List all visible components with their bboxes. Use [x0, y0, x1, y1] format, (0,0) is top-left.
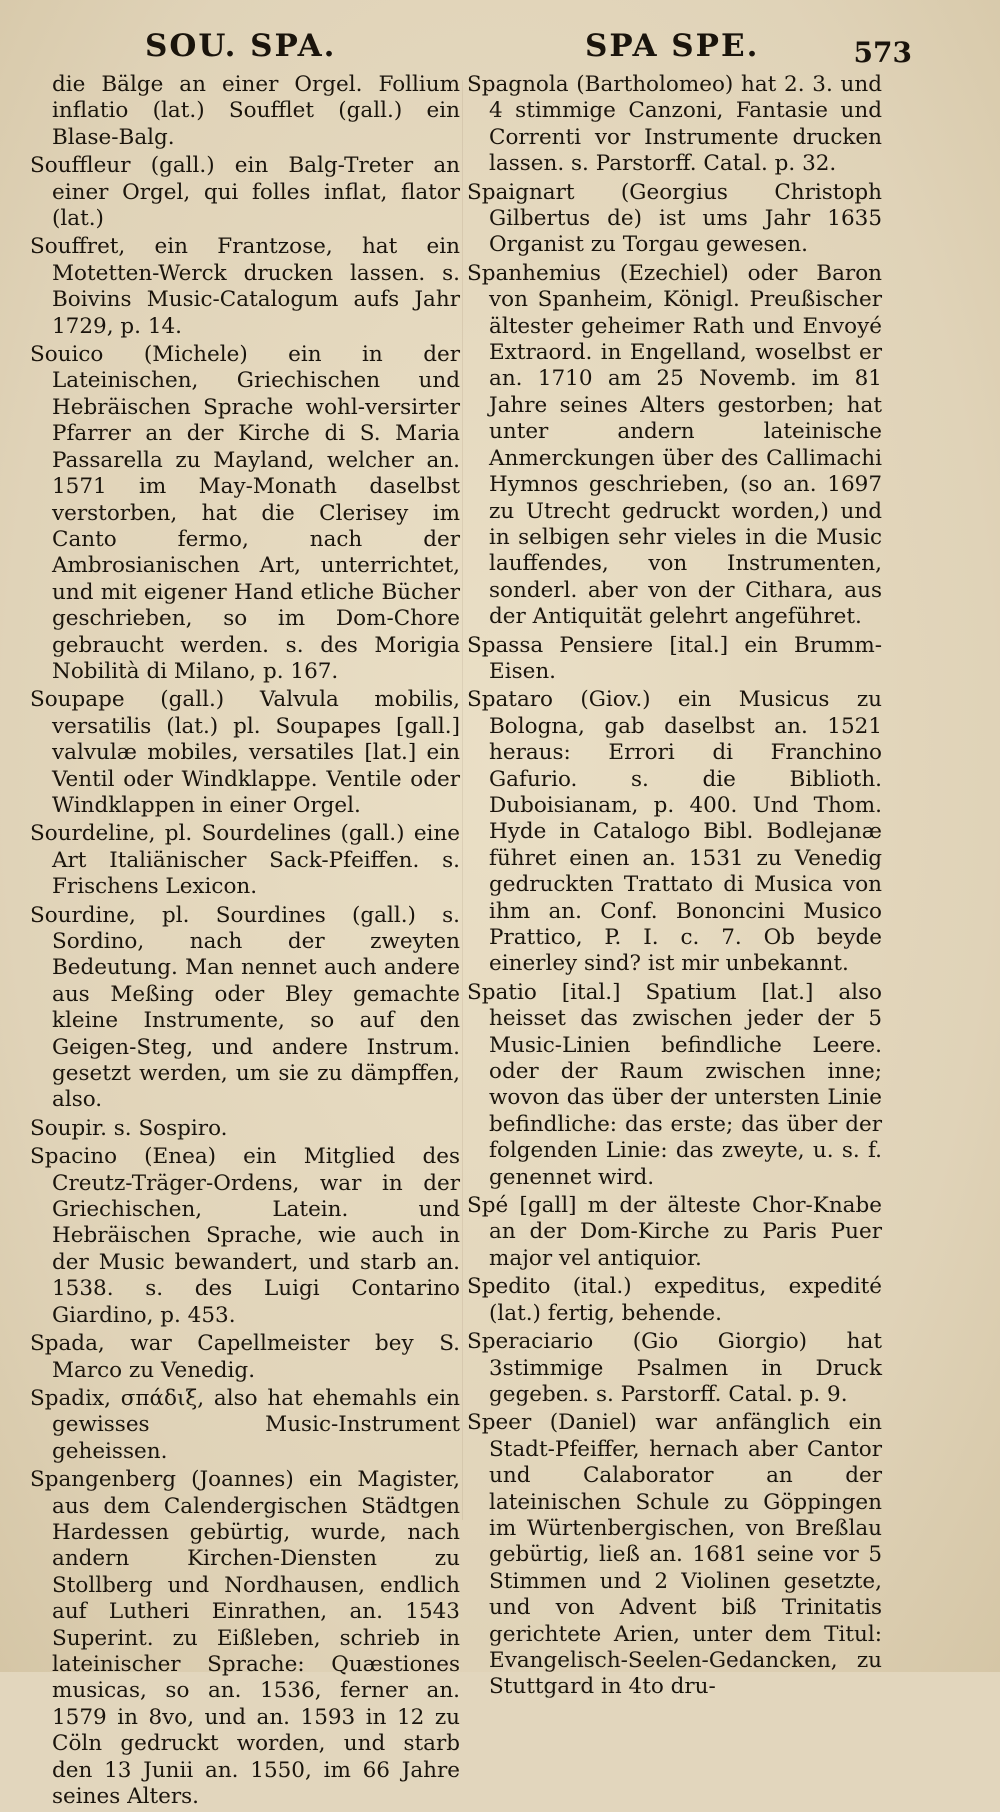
right-column — [467, 72, 882, 1703]
dictionary-entry: Sourdine, pl. Sourdines (gall.) s. Sordino, nach der zweyten Bedeutung. Man nennet auch andere aus Meßing oder Bley gemachte kleine Instrumente, so auf den Geigen-Steg, und andere Instrum. gesetzt werden, um sie zu dämpffen, also. — [30, 902, 460, 1113]
dictionary-entry: Souico (Michele) ein in der Lateinischen, Griechischen und Hebräischen Sprache wohl-versirter Pfarrer an der Kirche di S. Maria Passarella zu Mayland, welcher an. 1571 im May-Monath daselbst verstorben, hat die Clerisey im Canto fermo, nach der Ambrosianischen Art, unterrichtet, und mit eigener Hand etliche Bücher geschrieben, so im Dom-Chore gebraucht werden. s. des Morigia Nobilità di Milano, p. 167. — [30, 342, 460, 684]
dictionary-entry: Spedito (ital.) expeditus, expedité (lat.) fertig, behende. — [467, 1274, 882, 1326]
page-number: 573 — [853, 36, 912, 69]
dictionary-entry: Spacino (Enea) ein Mitglied des Creutz-Träger-Ordens, war in der Griechischen, Latein. und Hebräischen Sprache, wie auch in der Music bewandert, und starb an. 1538. s. des Luigi Contarino Giardino, p. 453. — [30, 1144, 460, 1328]
dictionary-entry: Speer (Daniel) war anfänglich ein Stadt-Pfeiffer, hernach aber Cantor und Calaborator an der lateinischen Schule zu Göppingen im Würtenbergischen, von Breßlau gebürtig, ließ an. 1681 seine vor 5 Stimmen und 2 Violinen gesetzte, und von Advent biß Trinitatis gerichtete Arien, unter dem Titul: Evangelisch-Seelen-Gedancken, zu Stuttgard in 4to dru- — [467, 1410, 882, 1700]
dictionary-entry: Souffret, ein Frantzose, hat ein Motetten-Werck drucken lassen. s. Boivins Music-Catalogum aufs Jahr 1729, p. 14. — [30, 234, 460, 339]
running-header — [0, 18, 1000, 68]
left-column — [30, 72, 460, 1812]
dictionary-entry: Spadix, σπάδιξ, also hat ehemahls ein gewisses Music-Instrument geheissen. — [30, 1385, 460, 1464]
dictionary-entry: die Bälge an einer Orgel. Follium inflatio (lat.) Soufflet (gall.) ein Blase-Balg. — [52, 72, 460, 150]
header-left: SOU. SPA. — [145, 28, 337, 64]
dictionary-entry: Spanhemius (Ezechiel) oder Baron von Spanheim, Königl. Preußischer ältester geheimer Rath und Envoyé Extraord. in Engelland, woselbst er an. 1710 am 25 Novemb. im 81 Jahre seines Alters gestorben; hat unter andern lateinische Anmerckungen über des Callimachi Hymnos geschrieben, (so an. 1697 zu Utrecht gedruckt worden,) und in selbigen sehr vieles in die Music lauffendes, von Instrumenten, sonderl. aber von der Cithara, aus der Antiquität gelehrt angeführet. — [467, 260, 882, 630]
dictionary-entry: Sourdeline, pl. Sourdelines (gall.) eine Art Italiänischer Sack-Pfeiffen. s. Frischens Lexicon. — [30, 821, 460, 900]
dictionary-entry: Spada, war Capellmeister bey S. Marco zu Venedig. — [30, 1331, 460, 1383]
dictionary-entry: Spaignart (Georgius Christoph Gilbertus de) ist ums Jahr 1635 Organist zu Torgau gewesen. — [467, 179, 882, 258]
dictionary-entry: Spé [gall] m der älteste Chor-Knabe an der Dom-Kirche zu Paris Puer major vel antiquior. — [467, 1193, 882, 1271]
dictionary-entry: Spatio [ital.] Spatium [lat.] also heisset das zwischen jeder der 5 Music-Linien befindliche Leere. oder der Raum zwischen inne; wovon das über der untersten Linie befindliche: das erste; das über der folgenden Linie: das zweyte, u. s. f. genennet wird. — [467, 979, 882, 1190]
dictionary-entry: Spassa Pensiere [ital.] ein Brumm-Eisen. — [467, 632, 882, 684]
column-gutter — [462, 80, 463, 1520]
dictionary-entry: Spataro (Giov.) ein Musicus zu Bologna, gab daselbst an. 1521 heraus: Errori di Franchino Gafurio. s. die Biblioth. Duboisianam, p. 400. Und Thom. Hyde in Catalogo Bibl. Bodlejanæ führet einen an. 1531 zu Venedig gedruckten Trattato di Musica von ihm an. Conf. Bononcini Musico Prattico, P. I. c. 7. Ob beyde einerley sind? ist mir unbekannt. — [467, 687, 882, 977]
dictionary-entry: Souffleur (gall.) ein Balg-Treter an einer Orgel, qui folles inflat, flator (lat.) — [30, 153, 460, 232]
dictionary-entry: Spagnola (Bartholomeo) hat 2. 3. und 4 stimmige Canzoni, Fantasie und Correnti vor Instrumente drucken lassen. s. Parstorff. Catal. p. 32. — [467, 72, 882, 177]
header-middle: SPA SPE. — [585, 28, 760, 64]
dictionary-entry: Soupape (gall.) Valvula mobilis, versatilis (lat.) pl. Soupapes [gall.] valvulæ mobiles, versatiles [lat.] ein Ventil oder Windklappe. Ventile oder Windklappen in einer Orgel. — [30, 687, 460, 818]
dictionary-entry: Soupir. s. Sospiro. — [30, 1115, 228, 1141]
dictionary-entry: Spangenberg (Joannes) ein Magister, aus dem Calendergischen Städtgen Hardessen gebürtig, wurde, nach andern Kirchen-Diensten zu Stollberg und Nordhausen, endlich auf Lutheri Einrathen, an. 1543 Superint. zu Eißleben, schrieb in lateinischer Sprache: Quæstiones musicas, so an. 1536, ferner an. 1579 in 8vo, und an. 1593 in 12 zu Cöln gedruckt worden, und starb den 13 Junii an. 1550, im 66 Jahre seines Alters. — [30, 1467, 460, 1809]
dictionary-entry: Speraciario (Gio Giorgio) hat 3stimmige Psalmen in Druck gegeben. s. Parstorff. Catal. p. 9. — [467, 1329, 882, 1407]
